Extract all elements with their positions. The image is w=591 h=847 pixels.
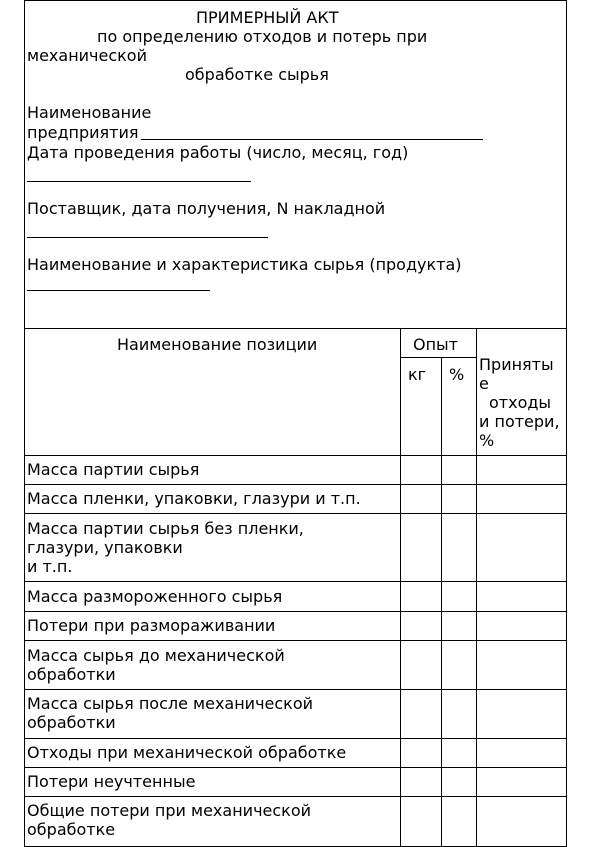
row-divider: [24, 767, 567, 768]
product-blank: [27, 290, 210, 291]
column-header-accepted: е: [479, 374, 489, 393]
column-header-experiment: Опыт: [413, 335, 459, 354]
column-header-kg: кг: [408, 365, 427, 384]
row-divider: [24, 640, 567, 641]
supplier-label: Поставщик, дата получения, N накладной: [27, 199, 386, 218]
act-subtitle-line3: обработке сырья: [185, 65, 329, 84]
enterprise-label-2: предприятия: [27, 123, 139, 142]
table-row-label: Потери при размораживании: [27, 616, 276, 635]
table-row-label: обработки: [27, 665, 116, 684]
act-subtitle-line1: по определению отходов и потерь при: [97, 27, 428, 46]
table-row-label: обработке: [27, 820, 116, 839]
date-label: Дата проведения работы (число, месяц, год): [27, 143, 409, 162]
table-row-label: и т.п.: [27, 557, 73, 576]
column-divider-kg: [441, 357, 442, 847]
table-row-label: Масса партии сырья без пленки,: [27, 519, 304, 538]
column-header-accepted: и потери,: [479, 412, 560, 431]
column-divider-name: [400, 328, 401, 847]
enterprise-blank: [141, 139, 483, 140]
row-divider: [24, 581, 567, 582]
column-header-pct: %: [449, 365, 465, 384]
table-row-label: глазури, упаковки: [27, 538, 183, 557]
table-row-label: Потери неучтенные: [27, 772, 196, 791]
column-divider-pct: [476, 328, 477, 847]
supplier-blank: [27, 237, 268, 238]
row-divider: [24, 513, 567, 514]
enterprise-label: Наименование: [27, 103, 152, 122]
table-top-border: [24, 328, 567, 329]
table-row-label: Отходы при механической обработке: [27, 743, 347, 762]
act-subtitle-line2: механической: [27, 46, 147, 65]
table-row-label: Масса партии сырья: [27, 460, 200, 479]
column-header-name: Наименование позиции: [117, 335, 318, 354]
act-title: ПРИМЕРНЫЙ АКТ: [196, 8, 339, 27]
table-row-label: Масса сырья до механической: [27, 646, 285, 665]
row-divider: [24, 738, 567, 739]
table-row-label: Масса сырья после механической: [27, 694, 314, 713]
row-divider: [24, 689, 567, 690]
date-blank: [27, 181, 251, 182]
table-row-label: Масса размороженного сырья: [27, 587, 283, 606]
experiment-subheader-border: [400, 357, 476, 358]
table-row-label: обработки: [27, 713, 116, 732]
column-header-accepted: отходы: [489, 393, 552, 412]
row-divider: [24, 796, 567, 797]
table-header-bottom-border: [24, 455, 567, 456]
row-divider: [24, 484, 567, 485]
table-row-label: Общие потери при механической: [27, 801, 312, 820]
column-header-accepted: %: [479, 431, 495, 450]
table-row-label: Масса пленки, упаковки, глазури и т.п.: [27, 489, 361, 508]
product-label: Наименование и характеристика сырья (продукта): [27, 255, 462, 274]
row-divider: [24, 611, 567, 612]
column-header-accepted: Приняты: [479, 355, 554, 374]
